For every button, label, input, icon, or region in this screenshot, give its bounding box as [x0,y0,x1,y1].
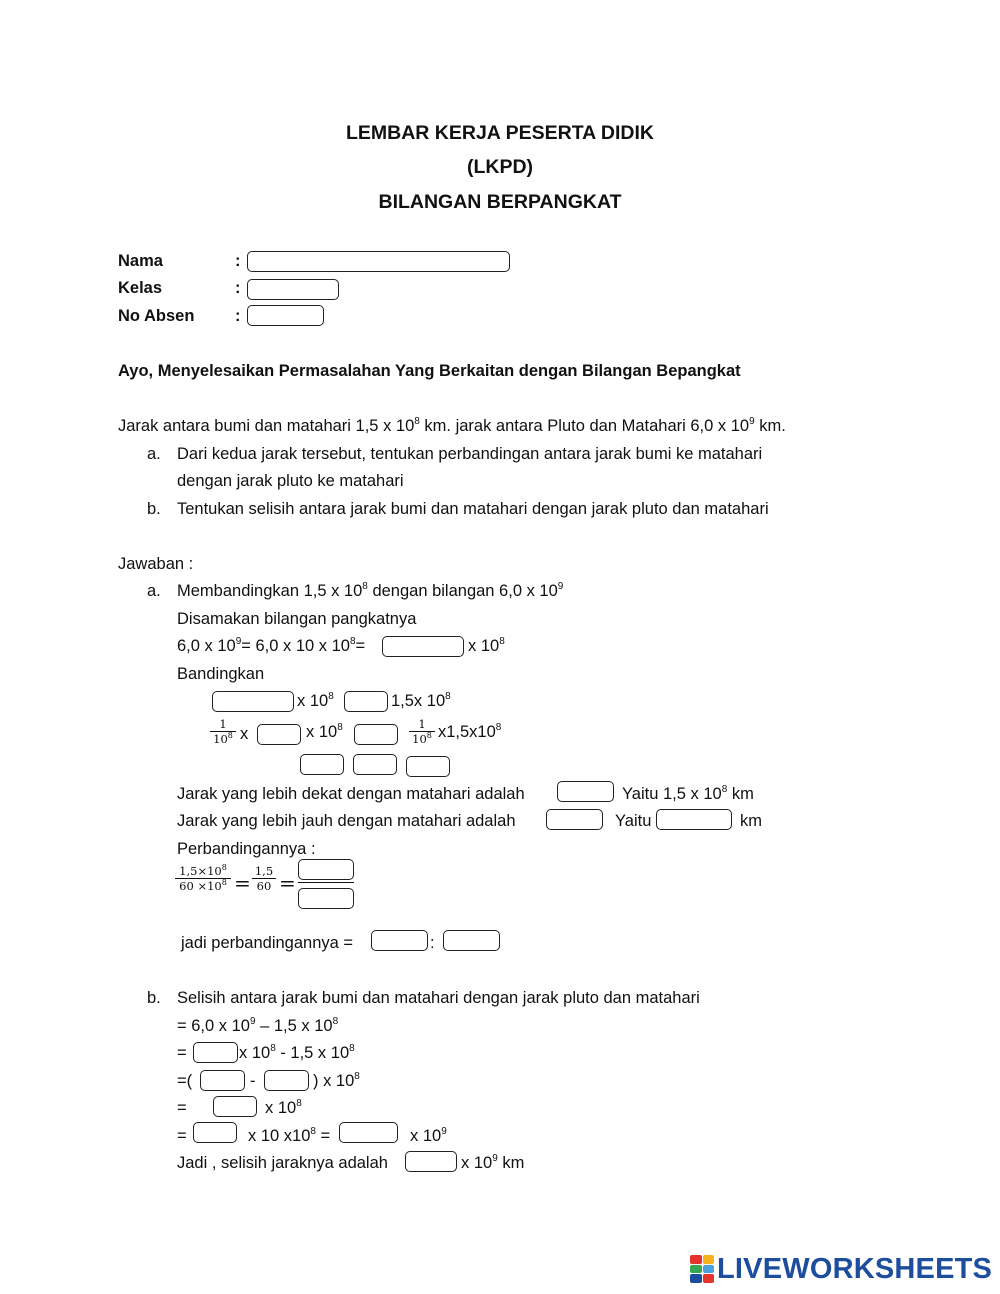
answer-input[interactable] [371,930,428,951]
comparison-sign-input[interactable] [354,724,398,745]
question-b: Tentukan selisih antara jarak bumi dan matahari dengan jarak pluto dan matahari [177,500,769,518]
fraction: $\frac{1,5}{60}$ [252,864,276,893]
power-text: x 10 $x10^8$ = [248,1126,331,1145]
equals-sign: = [279,871,296,895]
logo-text: LIVEWORKSHEETS [717,1252,993,1285]
answer-label: Jawaban : [118,555,194,573]
liveworksheets-logo [690,1253,992,1285]
denominator-input[interactable] [298,888,354,909]
answer-input[interactable] [200,1070,245,1091]
answer-a-line2: Disamakan bilangan pangkatnya [177,610,417,628]
power-text: x $10^8$ [468,636,505,655]
instruction: Ayo, Menyelesaikan Permasalahan Yang Berkaitan dengan Bilangan Bepangkat [118,362,741,380]
closer-label: Jarak yang lebih dekat dengan matahari adalah [177,785,525,803]
answer-input[interactable] [406,756,450,777]
name-label: Nama [118,252,163,270]
question-a-line1: Dari kedua jarak tersebut, tentukan perbandingan antara jarak bumi ke matahari [177,445,763,463]
class-label: Kelas [118,279,163,297]
farther-yaitu: Yaitu [615,812,652,830]
comparison-sign-input[interactable] [353,754,397,775]
answer-input[interactable] [405,1151,457,1172]
comparison-sign-input[interactable] [344,691,388,712]
paren-open: =( [177,1072,193,1090]
colon: : [235,307,241,325]
absen-label: No Absen [118,307,195,325]
equals-text: = [177,1099,187,1117]
answer-a-line1: Membandingkan 1,5 x $10^8$ dengan bilangan 6,0 x $10^9$ [177,581,564,600]
closer-value: Yaitu 1,5 x $10^8$ km [622,784,754,803]
title-line-3: BILANGAN BERPANGKAT [378,191,622,213]
difference-result-label: Jadi , selisih jaraknya adalah [177,1154,388,1172]
fraction: $\frac{1}{10^8}$ [409,717,435,746]
power-text: x $10^8$ [297,691,334,710]
colon: : [235,279,241,297]
answer-input[interactable] [382,636,464,657]
km-unit: km [740,812,762,830]
answer-input[interactable] [264,1070,309,1091]
ratio-colon: : [430,934,435,952]
equals-text: = [177,1044,187,1062]
ratio-result-label: jadi perbandingannya = [181,934,354,952]
class-input[interactable] [247,279,339,300]
compare-label: Bandingkan [177,665,265,683]
title-line-2: (LKPD) [466,156,534,178]
answer-input[interactable] [557,781,614,802]
answer-b-line1: Selisih antara jarak bumi dan matahari dengan jarak pluto dan matahari [177,989,700,1007]
answer-input[interactable] [257,724,301,745]
times-sign: x [240,725,249,743]
answer-input[interactable] [443,930,500,951]
colon: : [235,252,241,270]
question-a-line2: dengan jarak pluto ke matahari [177,472,404,490]
minus-sign: - [250,1072,256,1090]
list-marker: b. [147,500,161,518]
answer-input[interactable] [546,809,603,830]
fraction: $\frac{1,5\times 10^8}{60 \times 10^8}$ [175,864,231,893]
equals-sign: = [234,871,251,895]
answer-input[interactable] [656,809,732,830]
list-marker: b. [147,989,161,1007]
answer-input[interactable] [212,691,294,712]
ratio-label: Perbandingannya : [177,840,316,858]
logo-icon [690,1255,714,1283]
fraction-bar [298,882,354,883]
answer-input[interactable] [213,1096,257,1117]
answer-b-line2: = 6,0 x $10^9 - 1,5$ x $10^8$ [177,1016,339,1035]
power-text: x $10^8$ [306,722,343,741]
farther-label: Jarak yang lebih jauh dengan matahari adalah [177,812,516,830]
list-marker: a. [147,582,161,600]
answer-input[interactable] [300,754,344,775]
answer-input[interactable] [339,1122,398,1143]
answer-input[interactable] [193,1122,237,1143]
answer-a-line3: 6,0 x $10^9= 6,0$ x 10 x $10^8=$ [177,636,366,655]
absen-input[interactable] [247,305,324,326]
power-text: x $10^8$ [265,1098,302,1117]
power-text: ) x $10^8$ [313,1071,360,1090]
name-input[interactable] [247,251,510,272]
power-text: x $10^9$ [410,1126,447,1145]
numerator-input[interactable] [298,859,354,880]
answer-input[interactable] [193,1042,238,1063]
problem-intro: Jarak antara bumi dan matahari 1,5 x $10^8$ km. jarak antara Pluto dan Matahari 6,0 x $10^9$ km. [118,416,786,435]
power-text: $x1,5x10^8$ [438,722,502,741]
list-marker: a. [147,445,161,463]
power-text: 1,5x $10^8$ [391,691,451,710]
power-text: x $10^8 - 1,5$ x $10^8$ [239,1043,355,1062]
title-line-1: LEMBAR KERJA PESERTA DIDIK [345,122,655,144]
fraction: $\frac{1}{10^8}$ [210,717,236,746]
equals-text: = [177,1127,187,1145]
power-text: x $10^9$ km [461,1153,525,1172]
